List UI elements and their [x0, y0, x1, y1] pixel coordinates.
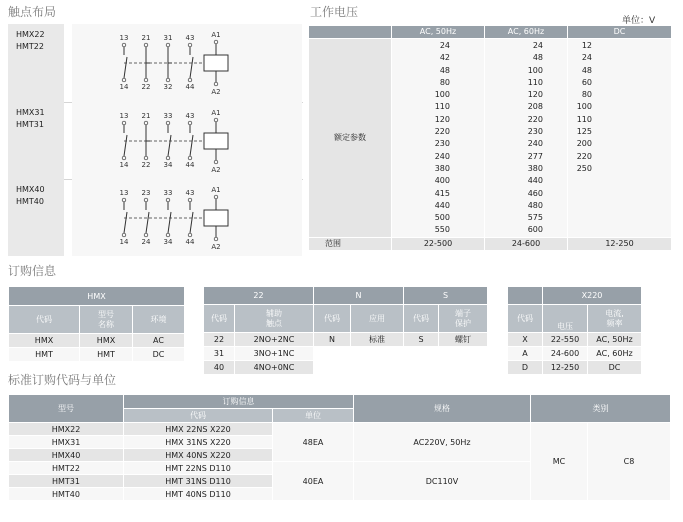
- std-header-spec: 规格: [354, 395, 531, 423]
- range-label: 范围: [309, 237, 392, 250]
- voltage-value: 220: [434, 127, 450, 137]
- std-category: MC: [531, 423, 588, 501]
- coil-label: A1: [211, 109, 221, 117]
- voltage-value: 48: [439, 65, 450, 75]
- contact-line: [124, 212, 127, 233]
- std-code: HMT 40NS D110: [124, 488, 273, 501]
- voltage-value: 220: [576, 151, 592, 161]
- std-order-title: 标准订购代码与单位: [8, 373, 117, 387]
- order-cell: AC: [133, 334, 185, 348]
- std-category: C8: [588, 423, 671, 501]
- order-col-header: 代码: [314, 305, 351, 333]
- rated-label: 额定参数: [309, 39, 392, 238]
- coil-box: [204, 210, 228, 226]
- voltage-value: 24: [581, 53, 592, 63]
- terminal-label: 13: [119, 34, 129, 42]
- order-x220-title: X220: [543, 287, 642, 305]
- contact-row: [8, 24, 303, 103]
- coil-label: A2: [211, 243, 221, 251]
- contact-row: [8, 179, 303, 256]
- terminal-label: 13: [119, 189, 129, 197]
- voltage-value: [568, 188, 592, 200]
- terminal-dot: [166, 78, 170, 82]
- contact-row: [8, 102, 303, 180]
- voltage-value: 120: [434, 114, 450, 124]
- order-cell: 3NO+1NC: [235, 347, 314, 361]
- contact-line: [168, 135, 171, 156]
- order-cell: HMX: [80, 334, 133, 348]
- terminal-label: 43: [185, 112, 195, 120]
- std-unit: 48EA: [273, 423, 354, 462]
- order-cell: 2NO+2NC: [235, 333, 314, 347]
- model-label: HMX40: [16, 185, 45, 194]
- terminal-label: 44: [185, 83, 195, 91]
- voltage-value: 240: [527, 139, 543, 149]
- voltage-value: 110: [527, 77, 543, 87]
- order-cell: HMX: [9, 334, 80, 348]
- terminal-dot: [214, 40, 218, 44]
- terminal-dot: [188, 198, 192, 202]
- voltage-value: 200: [576, 139, 592, 149]
- std-model: HMT31: [9, 475, 124, 488]
- coil-label: A1: [211, 186, 221, 194]
- voltage-value: 220: [527, 114, 543, 124]
- terminal-dot: [166, 233, 170, 237]
- voltage-value: 550: [434, 225, 450, 235]
- std-model: HMX40: [9, 449, 124, 462]
- order-col-header: 型号 名称: [80, 306, 133, 334]
- model-label: HMT31: [16, 120, 44, 129]
- terminal-label: 34: [163, 238, 173, 246]
- order-22-table: [203, 286, 488, 375]
- terminal-dot: [122, 78, 126, 82]
- terminal-label: 33: [163, 112, 173, 120]
- terminal-dot: [188, 78, 192, 82]
- terminal-label: 32: [163, 83, 173, 91]
- contact-diagram: [72, 179, 302, 256]
- contact-diagram: [72, 102, 302, 179]
- terminal-label: 33: [163, 189, 173, 197]
- order-cell: AC, 50Hz: [588, 333, 642, 347]
- terminal-dot: [122, 156, 126, 160]
- order-cell: N: [314, 333, 351, 347]
- voltage-value: 120: [527, 90, 543, 100]
- model-label: HMX22: [16, 30, 45, 39]
- order-cell: 22: [204, 333, 235, 347]
- std-order-table: [8, 394, 671, 501]
- range-value: 22-500: [392, 237, 485, 250]
- voltage-col-ac60: [485, 40, 543, 237]
- voltage-value: 380: [434, 163, 450, 173]
- order-cell: HMT: [9, 348, 80, 362]
- terminal-dot: [166, 43, 170, 47]
- std-unit: 40EA: [273, 462, 354, 501]
- terminal-dot: [144, 233, 148, 237]
- terminal-dot: [214, 160, 218, 164]
- std-code: HMT 22NS D110: [124, 462, 273, 475]
- order-cell: D: [508, 361, 543, 375]
- contact-line: [190, 212, 193, 233]
- voltage-value: 575: [527, 213, 543, 223]
- unit-label: 单位：V: [622, 16, 656, 26]
- terminal-dot: [214, 118, 218, 122]
- voltage-value: 440: [527, 176, 543, 186]
- order-s-title: S: [404, 287, 488, 305]
- voltage-value: 380: [527, 163, 543, 173]
- contact-layout-title: 触点布局: [8, 5, 57, 19]
- std-header-order: 订购信息: [124, 395, 354, 409]
- voltage-value: 500: [434, 213, 450, 223]
- voltage-header-blank: [309, 26, 392, 39]
- contact-line: [146, 212, 149, 233]
- std-spec: DC110V: [354, 462, 531, 501]
- std-code: HMX 22NS X220: [124, 423, 273, 436]
- terminal-label: 23: [141, 189, 151, 197]
- order-cell: 40: [204, 361, 235, 375]
- voltage-value: 400: [434, 176, 450, 186]
- terminal-dot: [188, 156, 192, 160]
- voltage-value: 48: [581, 65, 592, 75]
- terminal-dot: [188, 43, 192, 47]
- voltage-value: 460: [527, 188, 543, 198]
- terminal-dot: [166, 198, 170, 202]
- model-label: HMT40: [16, 197, 44, 206]
- order-col-header: 代码: [508, 305, 543, 333]
- terminal-dot: [144, 43, 148, 47]
- order-cell: X: [508, 333, 543, 347]
- voltage-value: 60: [581, 77, 592, 87]
- coil-label: A2: [211, 166, 221, 174]
- voltage-value: 440: [434, 200, 450, 210]
- order-col-header: 代码: [9, 306, 80, 334]
- order-col-header: 代码: [404, 305, 439, 333]
- terminal-label: 14: [119, 83, 129, 91]
- terminal-dot: [214, 237, 218, 241]
- terminal-dot: [144, 78, 148, 82]
- order-hmx-table: [8, 286, 185, 362]
- std-header-category: 类别: [531, 395, 671, 423]
- voltage-value: 48: [532, 53, 543, 63]
- voltage-value: 110: [434, 102, 450, 112]
- order-col-header: 电压: [543, 305, 588, 333]
- terminal-label: 43: [185, 189, 195, 197]
- contact-line: [190, 135, 193, 156]
- order-cell: DC: [133, 348, 185, 362]
- voltage-col-dc: [568, 40, 592, 237]
- std-model: HMT22: [9, 462, 124, 475]
- voltage-header: AC, 50Hz: [392, 26, 485, 39]
- voltage-value: 240: [434, 151, 450, 161]
- order-cell: 螺钉: [439, 333, 488, 347]
- voltage-value: 24: [532, 41, 543, 50]
- order-col-header: 端子 保护: [439, 305, 488, 333]
- voltage-value: 600: [527, 225, 543, 235]
- order-col-header: 应用: [351, 305, 404, 333]
- contact-line: [190, 57, 193, 78]
- std-code: HMX 40NS X220: [124, 449, 273, 462]
- voltage-value: [568, 212, 592, 224]
- order-cell: 标准: [351, 333, 404, 347]
- voltage-table: [308, 25, 672, 251]
- voltage-value: 110: [576, 114, 592, 124]
- terminal-label: 21: [141, 112, 151, 120]
- terminal-dot: [188, 121, 192, 125]
- order-col-header: 辅助 触点: [235, 305, 314, 333]
- order-cell: AC, 60Hz: [588, 347, 642, 361]
- terminal-label: 22: [141, 161, 151, 169]
- order-cell: A: [508, 347, 543, 361]
- range-value: 24-600: [485, 237, 568, 250]
- order-n-title: N: [314, 287, 404, 305]
- voltage-value: 80: [581, 90, 592, 100]
- model-label: HMT22: [16, 42, 44, 51]
- voltage-value: 12: [581, 41, 592, 50]
- terminal-label: 14: [119, 238, 129, 246]
- terminal-label: 31: [163, 34, 173, 42]
- terminal-label: 43: [185, 34, 195, 42]
- order-x220-table: [507, 286, 642, 375]
- voltage-value: 480: [527, 200, 543, 210]
- terminal-dot: [144, 198, 148, 202]
- std-header-unit: 单位: [273, 409, 354, 423]
- order-cell: 22-550: [543, 333, 588, 347]
- voltage-value: 208: [527, 102, 543, 112]
- voltage-value: [568, 200, 592, 212]
- range-value: 12-250: [568, 237, 672, 250]
- std-header-code: 代码: [124, 409, 273, 423]
- order-cell: 12-250: [543, 361, 588, 375]
- order-cell: 4NO+0NC: [235, 361, 314, 375]
- std-spec: AC220V, 50Hz: [354, 423, 531, 462]
- terminal-label: 22: [141, 83, 151, 91]
- voltage-value: 100: [527, 65, 543, 75]
- order-col-header: 环境: [133, 306, 185, 334]
- terminal-dot: [144, 121, 148, 125]
- order-info-title: 订购信息: [8, 264, 57, 278]
- terminal-dot: [122, 43, 126, 47]
- contact-line: [168, 212, 171, 233]
- terminal-dot: [214, 195, 218, 199]
- terminal-dot: [214, 82, 218, 86]
- std-model: HMX22: [9, 423, 124, 436]
- order-cell: 31: [204, 347, 235, 361]
- coil-box: [204, 55, 228, 71]
- voltage-value: 125: [576, 127, 592, 137]
- terminal-dot: [166, 121, 170, 125]
- terminal-label: 14: [119, 161, 129, 169]
- voltage-value: 100: [576, 102, 592, 112]
- order-cell: DC: [588, 361, 642, 375]
- voltage-value: 230: [434, 139, 450, 149]
- voltage-value: 24: [439, 41, 450, 50]
- coil-label: A2: [211, 88, 221, 96]
- voltage-header: DC: [568, 26, 672, 39]
- voltage-value: 277: [527, 151, 543, 161]
- terminal-label: 44: [185, 238, 195, 246]
- voltage-value: 250: [576, 163, 592, 173]
- terminal-label: 21: [141, 34, 151, 42]
- voltage-value: 100: [434, 90, 450, 100]
- terminal-dot: [122, 121, 126, 125]
- voltage-value: 80: [439, 77, 450, 87]
- voltage-value: 230: [527, 127, 543, 137]
- voltage-header: AC, 60Hz: [485, 26, 568, 39]
- order-cell: S: [404, 333, 439, 347]
- order-col-header: 代码: [204, 305, 235, 333]
- voltage-col-ac50: [392, 40, 450, 237]
- order-col-header: 电流, 频率: [588, 305, 642, 333]
- terminal-dot: [188, 233, 192, 237]
- std-model: HMT40: [9, 488, 124, 501]
- std-code: HMX 31NS X220: [124, 436, 273, 449]
- voltage-value: 415: [434, 188, 450, 198]
- voltage-value: 42: [439, 53, 450, 63]
- std-code: HMT 31NS D110: [124, 475, 273, 488]
- terminal-dot: [144, 156, 148, 160]
- terminal-dot: [166, 156, 170, 160]
- order-cell: 24-600: [543, 347, 588, 361]
- std-header-model: 型号: [9, 395, 124, 423]
- order-cell: HMT: [80, 348, 133, 362]
- std-model: HMX31: [9, 436, 124, 449]
- terminal-label: 24: [141, 238, 151, 246]
- working-voltage-title: 工作电压: [310, 5, 359, 19]
- contact-diagram: [72, 24, 302, 102]
- order-22-title: 22: [204, 287, 314, 305]
- contact-line: [124, 135, 127, 156]
- terminal-label: 34: [163, 161, 173, 169]
- model-label: HMX31: [16, 108, 45, 117]
- coil-label: A1: [211, 31, 221, 39]
- terminal-dot: [122, 198, 126, 202]
- contact-line: [124, 57, 127, 78]
- coil-box: [204, 133, 228, 149]
- voltage-value: [568, 224, 592, 236]
- terminal-dot: [122, 233, 126, 237]
- contact-layout-panel: [8, 24, 303, 256]
- voltage-value: [568, 175, 592, 187]
- terminal-label: 13: [119, 112, 129, 120]
- terminal-label: 44: [185, 161, 195, 169]
- order-hmx-title: HMX: [9, 287, 185, 306]
